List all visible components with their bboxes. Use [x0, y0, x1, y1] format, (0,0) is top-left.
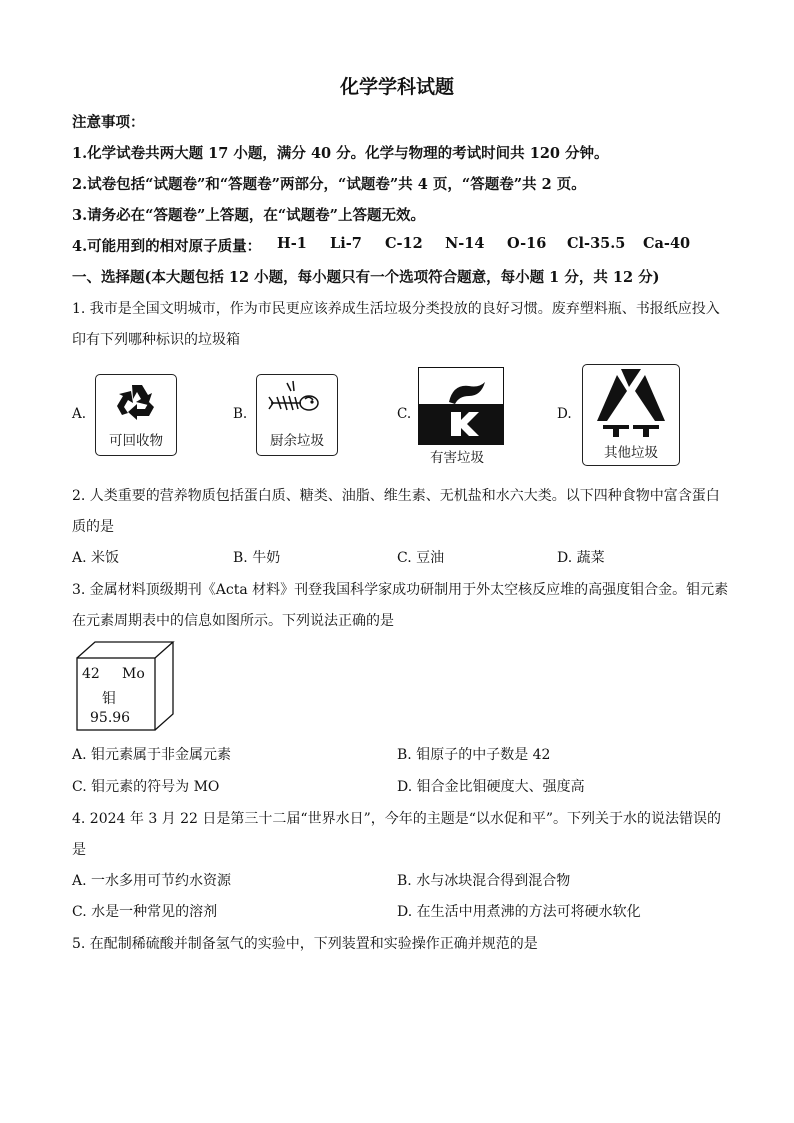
q4-option-a[interactable]: A. 一水多用可节约水资源 — [72, 873, 232, 889]
q1-option-a-letter[interactable]: A. — [72, 406, 87, 422]
notice-line-4 — [72, 235, 261, 256]
element-number: 42 — [82, 666, 100, 682]
q1-option-c-letter[interactable]: C. — [397, 406, 412, 422]
atom-ca: Ca-40 — [643, 235, 691, 252]
fishbone-icon — [257, 375, 337, 431]
atom-c: C-12 — [385, 235, 423, 252]
q2-option-b[interactable]: B. 牛奶 — [233, 550, 281, 566]
notice-heading: 注意事项： — [72, 114, 145, 131]
recycle-icon — [96, 375, 176, 431]
q1-option-b-label: 厨余垃圾 — [270, 433, 324, 449]
q2-option-c[interactable]: C. 豆油 — [397, 550, 445, 566]
atom-h: H-1 — [277, 235, 307, 252]
kitchen-waste-bin-icon — [256, 374, 338, 456]
q3-option-b[interactable]: B. 钼原子的中子数是 42 — [397, 747, 551, 763]
q3-text-line2: 在元素周期表中的信息如图所示。下列说法正确的是 — [72, 613, 394, 629]
notice-line-3: 3.请务必在“答题卷”上答题，在“试题卷”上答题无效。 — [72, 207, 425, 224]
q1-option-b-letter[interactable]: B. — [233, 406, 248, 422]
q4-option-d[interactable]: D. 在生活中用煮沸的方法可将硬水软化 — [397, 904, 641, 920]
hazardous-waste-icon — [418, 367, 504, 445]
atom-cl: Cl-35.5 — [567, 235, 626, 252]
recycle-bin-icon — [95, 374, 177, 456]
atom-li: Li-7 — [330, 235, 362, 252]
notice-line-2: 2.试卷包括“试题卷”和“答题卷”两部分，“试题卷”共 4 页，“答题卷”共 2 页。 — [72, 176, 586, 193]
q2-option-d[interactable]: D. 蔬菜 — [557, 550, 605, 566]
q3-option-a[interactable]: A. 钼元素属于非金属元素 — [72, 747, 232, 763]
q3-option-c[interactable]: C. 钼元素的符号为 MO — [72, 779, 220, 795]
notice-line-1: 1.化学试卷共两大题 17 小题，满分 40 分。化学与物理的考试时间共 120 分钟。 — [72, 145, 609, 162]
q3-option-d[interactable]: D. 钼合金比钼硬度大、强度高 — [397, 779, 585, 795]
atom-o: O-16 — [507, 235, 547, 252]
q1-text-line2: 印有下列哪种标识的垃圾箱 — [72, 332, 240, 348]
q1-option-a-label: 可回收物 — [109, 433, 163, 449]
atom-n: N-14 — [445, 235, 485, 252]
q3-text-line1: 3. 金属材料顶级期刊《Acta 材料》刊登我国科学家成功研制用于外太空核反应堆的高强度钼合金。钼元素 — [72, 582, 729, 598]
page-title: 化学学科试题 — [339, 76, 454, 98]
hazard-symbol-icon — [419, 368, 503, 444]
q2-text-line1: 2. 人类重要的营养物质包括蛋白质、糖类、油脂、维生素、无机盐和水六大类。以下四种食物中富含蛋白 — [72, 488, 720, 504]
q4-option-c[interactable]: C. 水是一种常见的溶剂 — [72, 904, 218, 920]
q4-text-line1: 4. 2024 年 3 月 22 日是第三十二届“世界水日”，今年的主题是“以水促和平”。下列关于水的说法错误的 — [72, 811, 722, 827]
q5-text-line1: 5. 在配制稀硫酸并制备氢气的实验中，下列装置和实验操作正确并规范的是 — [72, 936, 538, 952]
q1-option-d-label: 其他垃圾 — [604, 445, 658, 461]
element-cell-molybdenum — [76, 640, 176, 732]
atoms-label: 4.可能用到的相对原子质量： — [72, 238, 262, 255]
q2-text-line2: 质的是 — [72, 519, 114, 535]
q1-option-d-letter[interactable]: D. — [557, 406, 572, 422]
q1-text-line1: 1. 我市是全国文明城市，作为市民更应该养成生活垃圾分类投放的良好习惯。废弃塑料瓶、书报纸应投入 — [72, 301, 720, 317]
element-symbol: Mo — [122, 666, 145, 682]
element-mass: 95.96 — [90, 710, 131, 726]
other-waste-symbol-icon — [583, 365, 679, 439]
q2-option-a[interactable]: A. 米饭 — [72, 550, 120, 566]
element-name: 钼 — [102, 691, 116, 707]
q4-text-line2: 是 — [72, 842, 86, 858]
other-waste-bin-icon — [582, 364, 680, 466]
section-heading: 一、选择题(本大题包括 12 小题，每小题只有一个选项符合题意，每小题 1 分，共 12 分) — [72, 269, 660, 286]
q1-option-c-label: 有害垃圾 — [430, 450, 484, 466]
q4-option-b[interactable]: B. 水与冰块混合得到混合物 — [397, 873, 571, 889]
